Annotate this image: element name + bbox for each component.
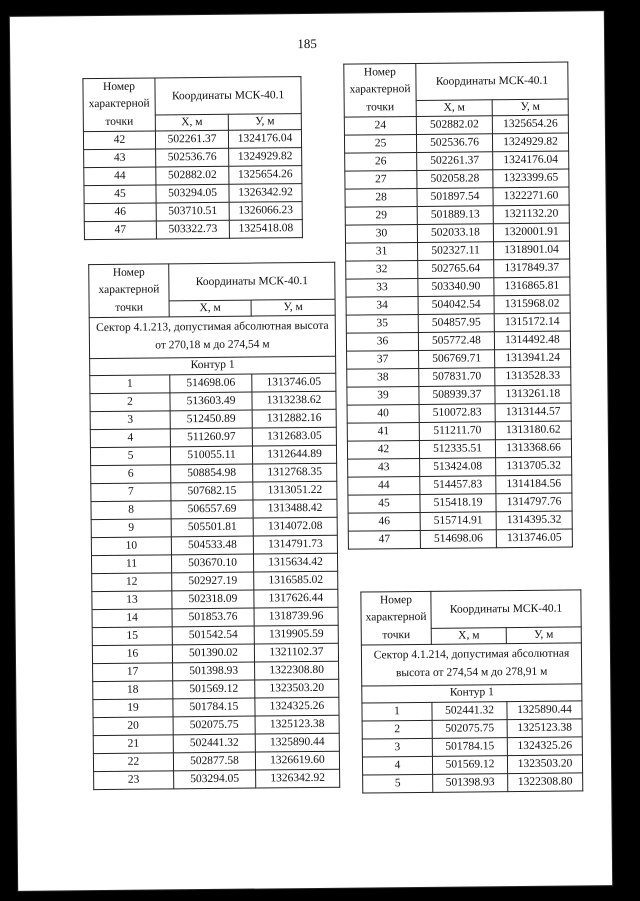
point-number-cell: 23 bbox=[94, 770, 174, 789]
y-coordinate-cell: 1312644.89 bbox=[252, 445, 336, 464]
x-coordinate-cell: 502318.09 bbox=[172, 590, 254, 609]
point-number-cell: 5 bbox=[90, 446, 170, 465]
point-number-cell: 4 bbox=[90, 428, 170, 447]
y-coordinate-cell: 1324176.04 bbox=[228, 130, 301, 149]
y-coordinate-cell: 1322308.80 bbox=[255, 661, 339, 680]
y-coordinate-cell: 1314184.56 bbox=[496, 475, 572, 494]
table-row bbox=[362, 719, 582, 739]
table-row bbox=[344, 115, 568, 135]
y-coordinate-cell: 1323503.20 bbox=[255, 679, 339, 698]
point-number-cell: 38 bbox=[347, 368, 419, 387]
coordinates-table-b bbox=[88, 262, 340, 790]
point-number-cell: 13 bbox=[92, 590, 172, 609]
table-row bbox=[362, 755, 582, 775]
x-coordinate-cell: 502327.11 bbox=[418, 242, 494, 261]
table-row bbox=[363, 773, 583, 793]
x-coordinate-cell: 502075.75 bbox=[432, 719, 507, 738]
y-coordinate-cell: 1315172.14 bbox=[494, 313, 570, 332]
point-number-cell: 4 bbox=[362, 756, 432, 775]
point-number-cell: 39 bbox=[347, 386, 419, 405]
x-coordinate-cell: 502075.75 bbox=[173, 716, 255, 735]
x-coordinate-cell: 505501.81 bbox=[171, 518, 253, 537]
x-coordinate-cell: 502877.58 bbox=[173, 752, 255, 771]
point-number-header: Номер характерной точки bbox=[83, 78, 156, 132]
x-coordinate-cell: 502261.37 bbox=[155, 130, 228, 149]
y-coordinate-cell: 1314492.48 bbox=[494, 331, 570, 350]
y-coordinate-cell: 1323399.65 bbox=[493, 169, 569, 188]
y-coordinate-cell: 1326342.92 bbox=[229, 184, 302, 203]
table-row bbox=[91, 535, 337, 555]
x-coordinate-cell: 513603.49 bbox=[170, 392, 252, 411]
y-coordinate-cell: 1313261.18 bbox=[495, 385, 571, 404]
table-row bbox=[90, 391, 336, 411]
y-coordinate-cell: 1314072.08 bbox=[253, 517, 337, 536]
table-row bbox=[90, 409, 336, 429]
coordinates-table-c bbox=[343, 62, 573, 550]
point-number-cell: 44 bbox=[348, 476, 420, 495]
x-coordinate-cell: 514698.06 bbox=[170, 374, 252, 393]
table-row bbox=[344, 133, 568, 153]
point-number-cell: 33 bbox=[346, 278, 418, 297]
table-row bbox=[346, 313, 570, 333]
point-number-cell: 1 bbox=[362, 702, 432, 721]
table-row bbox=[347, 421, 571, 441]
point-number-cell: 20 bbox=[93, 716, 173, 735]
point-number-cell: 19 bbox=[93, 698, 173, 717]
x-coordinate-cell: 510055.11 bbox=[170, 446, 252, 465]
contour-caption: Контур 1 bbox=[362, 684, 582, 703]
x-coordinate-cell: 512335.51 bbox=[419, 440, 495, 459]
table-row bbox=[94, 769, 340, 789]
point-number-cell: 36 bbox=[346, 332, 418, 351]
y-coordinate-cell: 1326342.92 bbox=[256, 769, 340, 788]
y-header: У, м bbox=[228, 114, 301, 131]
x-coordinate-cell: 502441.32 bbox=[432, 701, 507, 720]
point-number-cell: 30 bbox=[345, 224, 417, 243]
y-coordinate-cell: 1324929.82 bbox=[492, 133, 568, 152]
point-number-cell: 40 bbox=[347, 404, 419, 423]
table-row bbox=[362, 701, 582, 721]
contour-caption: Контур 1 bbox=[90, 356, 336, 375]
y-coordinate-cell: 1314395.32 bbox=[496, 511, 572, 530]
table-row bbox=[362, 737, 582, 757]
point-number-cell: 2 bbox=[90, 392, 170, 411]
x-coordinate-cell: 503710.51 bbox=[156, 202, 229, 221]
point-number-cell: 29 bbox=[345, 206, 417, 225]
point-number-cell: 14 bbox=[92, 608, 172, 627]
table-row bbox=[92, 571, 338, 591]
y-coordinate-cell: 1325654.26 bbox=[492, 115, 568, 134]
x-coordinate-cell: 501398.93 bbox=[433, 773, 508, 792]
point-number-cell: 42 bbox=[83, 131, 155, 150]
table-row bbox=[346, 277, 570, 297]
x-coordinate-cell: 505772.48 bbox=[418, 332, 494, 351]
table-row bbox=[345, 187, 569, 207]
y-coordinate-cell: 1313368.66 bbox=[495, 439, 571, 458]
point-number-header: Номер характерной точки bbox=[89, 264, 170, 318]
y-coordinate-cell: 1314797.76 bbox=[496, 493, 572, 512]
point-number-cell: 25 bbox=[344, 134, 416, 153]
x-header: X, м bbox=[416, 100, 492, 117]
y-header: У, м bbox=[506, 627, 581, 644]
x-coordinate-cell: 501897.54 bbox=[417, 188, 493, 207]
x-coordinate-cell: 507831.70 bbox=[419, 368, 495, 387]
point-number-cell: 16 bbox=[92, 644, 172, 663]
table-row bbox=[92, 607, 338, 627]
table-row bbox=[347, 403, 571, 423]
x-coordinate-cell: 502033.18 bbox=[417, 224, 493, 243]
point-number-cell: 26 bbox=[345, 152, 417, 171]
point-number-cell: 34 bbox=[346, 296, 418, 315]
x-coordinate-cell: 502882.02 bbox=[156, 166, 229, 185]
point-number-cell: 32 bbox=[346, 260, 418, 279]
y-coordinate-cell: 1312683.05 bbox=[252, 427, 336, 446]
table-row bbox=[93, 751, 339, 771]
x-coordinate-cell: 514457.83 bbox=[420, 476, 496, 495]
y-coordinate-cell: 1317626.44 bbox=[254, 589, 338, 608]
y-coordinate-cell: 1313746.05 bbox=[496, 529, 572, 548]
y-header: У, м bbox=[251, 299, 335, 316]
point-number-cell: 27 bbox=[345, 170, 417, 189]
y-coordinate-cell: 1324325.26 bbox=[255, 697, 339, 716]
table-row bbox=[90, 445, 336, 465]
y-coordinate-cell: 1325890.44 bbox=[507, 701, 582, 720]
x-coordinate-cell: 501889.13 bbox=[417, 206, 493, 225]
x-coordinate-cell: 501542.54 bbox=[172, 626, 254, 645]
point-number-cell: 28 bbox=[345, 188, 417, 207]
table-row bbox=[348, 511, 572, 531]
sector-caption: Сектор 4.1.214, допустимая абсолютная высота от 274,54 м до 278,91 м bbox=[361, 643, 581, 686]
y-coordinate-cell: 1316865.81 bbox=[494, 277, 570, 296]
table-row bbox=[348, 475, 572, 495]
table-row bbox=[90, 427, 336, 447]
x-coordinate-cell: 504042.54 bbox=[418, 296, 494, 315]
coordinates-table-a bbox=[82, 76, 303, 240]
x-coordinate-cell: 501569.12 bbox=[173, 680, 255, 699]
y-coordinate-cell: 1312882.16 bbox=[252, 409, 336, 428]
table-row bbox=[345, 169, 569, 189]
point-number-header: Номер характерной точки bbox=[361, 591, 432, 645]
x-coordinate-cell: 511211.70 bbox=[419, 422, 495, 441]
point-number-cell: 11 bbox=[91, 554, 171, 573]
y-coordinate-cell: 1325890.44 bbox=[255, 733, 339, 752]
point-number-cell: 46 bbox=[84, 203, 156, 222]
x-coordinate-cell: 502882.02 bbox=[416, 116, 492, 135]
y-coordinate-cell: 1326066.23 bbox=[229, 202, 302, 221]
table-row bbox=[348, 457, 572, 477]
table-row bbox=[347, 439, 571, 459]
x-coordinate-cell: 501398.93 bbox=[173, 662, 255, 681]
y-coordinate-cell: 1324325.26 bbox=[507, 737, 582, 756]
y-coordinate-cell: 1314791.73 bbox=[253, 535, 337, 554]
table-row bbox=[84, 220, 302, 240]
point-number-cell: 10 bbox=[91, 536, 171, 555]
table-row bbox=[91, 481, 337, 501]
table-row bbox=[93, 733, 339, 753]
x-coordinate-cell: 507682.15 bbox=[171, 482, 253, 501]
document-page bbox=[10, 11, 612, 891]
x-coordinate-cell: 503294.05 bbox=[156, 184, 229, 203]
x-coordinate-cell: 513424.08 bbox=[420, 458, 496, 477]
table-row bbox=[345, 151, 569, 171]
y-coordinate-cell: 1313051.22 bbox=[253, 481, 337, 500]
point-number-cell: 44 bbox=[84, 167, 156, 186]
point-number-cell: 47 bbox=[84, 221, 156, 240]
x-coordinate-cell: 515418.19 bbox=[420, 494, 496, 513]
table-row bbox=[91, 463, 337, 483]
point-number-cell: 43 bbox=[348, 458, 420, 477]
coordinates-header: Координаты МСК-40.1 bbox=[431, 590, 581, 628]
coordinates-header: Координаты МСК-40.1 bbox=[416, 62, 568, 100]
point-number-cell: 3 bbox=[90, 410, 170, 429]
y-coordinate-cell: 1313144.57 bbox=[495, 403, 571, 422]
y-coordinate-cell: 1312768.35 bbox=[253, 463, 337, 482]
table-row bbox=[84, 166, 302, 186]
coordinates-header: Координаты МСК-40.1 bbox=[169, 262, 335, 301]
table-row bbox=[346, 295, 570, 315]
x-coordinate-cell: 512450.89 bbox=[170, 410, 252, 429]
x-coordinate-cell: 503294.05 bbox=[174, 770, 256, 789]
table-row bbox=[346, 241, 570, 261]
x-header: X, м bbox=[169, 300, 251, 317]
y-coordinate-cell: 1317849.37 bbox=[494, 259, 570, 278]
table-row bbox=[84, 202, 302, 222]
y-coordinate-cell: 1326619.60 bbox=[255, 751, 339, 770]
point-number-header: Номер характерной точки bbox=[344, 63, 417, 117]
table-row bbox=[93, 679, 339, 699]
y-coordinate-cell: 1322308.80 bbox=[508, 773, 583, 792]
y-coordinate-cell: 1321102.37 bbox=[254, 643, 338, 662]
table-row bbox=[84, 184, 302, 204]
y-coordinate-cell: 1318901.04 bbox=[493, 241, 569, 260]
table-row bbox=[92, 589, 338, 609]
point-number-cell: 46 bbox=[348, 512, 420, 531]
point-number-cell: 17 bbox=[93, 662, 173, 681]
y-coordinate-cell: 1313238.62 bbox=[252, 391, 336, 410]
table-row bbox=[90, 373, 336, 393]
table-row bbox=[345, 205, 569, 225]
x-coordinate-cell: 501784.15 bbox=[432, 737, 507, 756]
table-row bbox=[91, 553, 337, 573]
table-row bbox=[347, 385, 571, 405]
x-coordinate-cell: 502261.37 bbox=[417, 152, 493, 171]
point-number-cell: 22 bbox=[93, 752, 173, 771]
y-coordinate-cell: 1325123.38 bbox=[507, 719, 582, 738]
point-number-cell: 9 bbox=[91, 518, 171, 537]
point-number-cell: 2 bbox=[362, 720, 432, 739]
point-number-cell: 43 bbox=[84, 149, 156, 168]
y-coordinate-cell: 1315634.42 bbox=[253, 553, 337, 572]
x-coordinate-cell: 503340.90 bbox=[418, 278, 494, 297]
y-coordinate-cell: 1316585.02 bbox=[254, 571, 338, 590]
x-coordinate-cell: 503670.10 bbox=[171, 554, 253, 573]
x-coordinate-cell: 502536.76 bbox=[156, 148, 229, 167]
x-coordinate-cell: 502441.32 bbox=[173, 734, 255, 753]
point-number-cell: 24 bbox=[344, 116, 416, 135]
table-row bbox=[347, 349, 571, 369]
y-coordinate-cell: 1324929.82 bbox=[229, 148, 302, 167]
x-coordinate-cell: 502765.64 bbox=[418, 260, 494, 279]
point-number-cell: 15 bbox=[92, 626, 172, 645]
y-coordinate-cell: 1318739.96 bbox=[254, 607, 338, 626]
sector-caption: Сектор 4.1.213, допустимая абсолютная высота от 270,18 м до 274,54 м bbox=[89, 315, 335, 358]
x-coordinate-cell: 506557.69 bbox=[171, 500, 253, 519]
y-coordinate-cell: 1313488.42 bbox=[253, 499, 337, 518]
y-header: У, м bbox=[492, 99, 568, 116]
x-coordinate-cell: 514698.06 bbox=[420, 530, 496, 549]
table-row bbox=[92, 625, 338, 645]
x-coordinate-cell: 515714.91 bbox=[420, 512, 496, 531]
y-coordinate-cell: 1313941.24 bbox=[495, 349, 571, 368]
y-coordinate-cell: 1313180.62 bbox=[495, 421, 571, 440]
x-coordinate-cell: 510072.83 bbox=[419, 404, 495, 423]
point-number-cell: 37 bbox=[347, 350, 419, 369]
point-number-cell: 5 bbox=[363, 774, 433, 793]
y-coordinate-cell: 1320001.91 bbox=[493, 223, 569, 242]
y-coordinate-cell: 1325123.38 bbox=[255, 715, 339, 734]
y-coordinate-cell: 1321132.20 bbox=[493, 205, 569, 224]
x-coordinate-cell: 511260.97 bbox=[170, 428, 252, 447]
table-row bbox=[346, 259, 570, 279]
y-coordinate-cell: 1325654.26 bbox=[229, 166, 302, 185]
x-coordinate-cell: 502927.19 bbox=[172, 572, 254, 591]
table-row bbox=[92, 643, 338, 663]
point-number-cell: 21 bbox=[93, 734, 173, 753]
table-row bbox=[83, 130, 301, 150]
table-row bbox=[348, 493, 572, 513]
table-row bbox=[93, 715, 339, 735]
y-coordinate-cell: 1324176.04 bbox=[493, 151, 569, 170]
x-coordinate-cell: 508939.37 bbox=[419, 386, 495, 405]
point-number-cell: 6 bbox=[91, 464, 171, 483]
point-number-cell: 42 bbox=[347, 440, 419, 459]
point-number-cell: 12 bbox=[92, 572, 172, 591]
x-coordinate-cell: 501784.15 bbox=[173, 698, 255, 717]
point-number-cell: 31 bbox=[346, 242, 418, 261]
point-number-cell: 7 bbox=[91, 482, 171, 501]
y-coordinate-cell: 1313746.05 bbox=[252, 373, 336, 392]
y-coordinate-cell: 1313705.32 bbox=[496, 457, 572, 476]
table-row bbox=[345, 223, 569, 243]
x-coordinate-cell: 504533.48 bbox=[171, 536, 253, 555]
point-number-cell: 41 bbox=[347, 422, 419, 441]
x-coordinate-cell: 503322.73 bbox=[156, 220, 229, 239]
y-coordinate-cell: 1323503.20 bbox=[507, 755, 582, 774]
table-row bbox=[91, 499, 337, 519]
y-coordinate-cell: 1315968.02 bbox=[494, 295, 570, 314]
point-number-cell: 45 bbox=[84, 185, 156, 204]
x-coordinate-cell: 508854.98 bbox=[171, 464, 253, 483]
table-row bbox=[91, 517, 337, 537]
table-row bbox=[93, 697, 339, 717]
x-coordinate-cell: 501853.76 bbox=[172, 608, 254, 627]
coordinates-table-d bbox=[360, 589, 583, 793]
point-number-cell: 3 bbox=[362, 738, 432, 757]
x-coordinate-cell: 504857.95 bbox=[418, 314, 494, 333]
coordinates-header: Координаты МСК-40.1 bbox=[155, 77, 301, 115]
point-number-cell: 35 bbox=[346, 314, 418, 333]
table-row bbox=[347, 367, 571, 387]
x-header: X, м bbox=[431, 628, 506, 645]
x-coordinate-cell: 501390.02 bbox=[172, 644, 254, 663]
page-number: 185 bbox=[297, 35, 317, 52]
point-number-cell: 1 bbox=[90, 374, 170, 393]
point-number-cell: 8 bbox=[91, 500, 171, 519]
x-header: X, м bbox=[155, 114, 228, 131]
point-number-cell: 18 bbox=[93, 680, 173, 699]
table-row bbox=[84, 148, 302, 168]
x-coordinate-cell: 502536.76 bbox=[416, 134, 492, 153]
point-number-cell: 47 bbox=[348, 530, 420, 549]
y-coordinate-cell: 1322271.60 bbox=[493, 187, 569, 206]
table-row bbox=[348, 529, 572, 549]
table-row bbox=[93, 661, 339, 681]
y-coordinate-cell: 1319905.59 bbox=[254, 625, 338, 644]
y-coordinate-cell: 1313528.33 bbox=[495, 367, 571, 386]
y-coordinate-cell: 1325418.08 bbox=[229, 220, 302, 239]
x-coordinate-cell: 501569.12 bbox=[432, 755, 507, 774]
x-coordinate-cell: 506769.71 bbox=[419, 350, 495, 369]
table-row bbox=[346, 331, 570, 351]
point-number-cell: 45 bbox=[348, 494, 420, 513]
x-coordinate-cell: 502058.28 bbox=[417, 170, 493, 189]
